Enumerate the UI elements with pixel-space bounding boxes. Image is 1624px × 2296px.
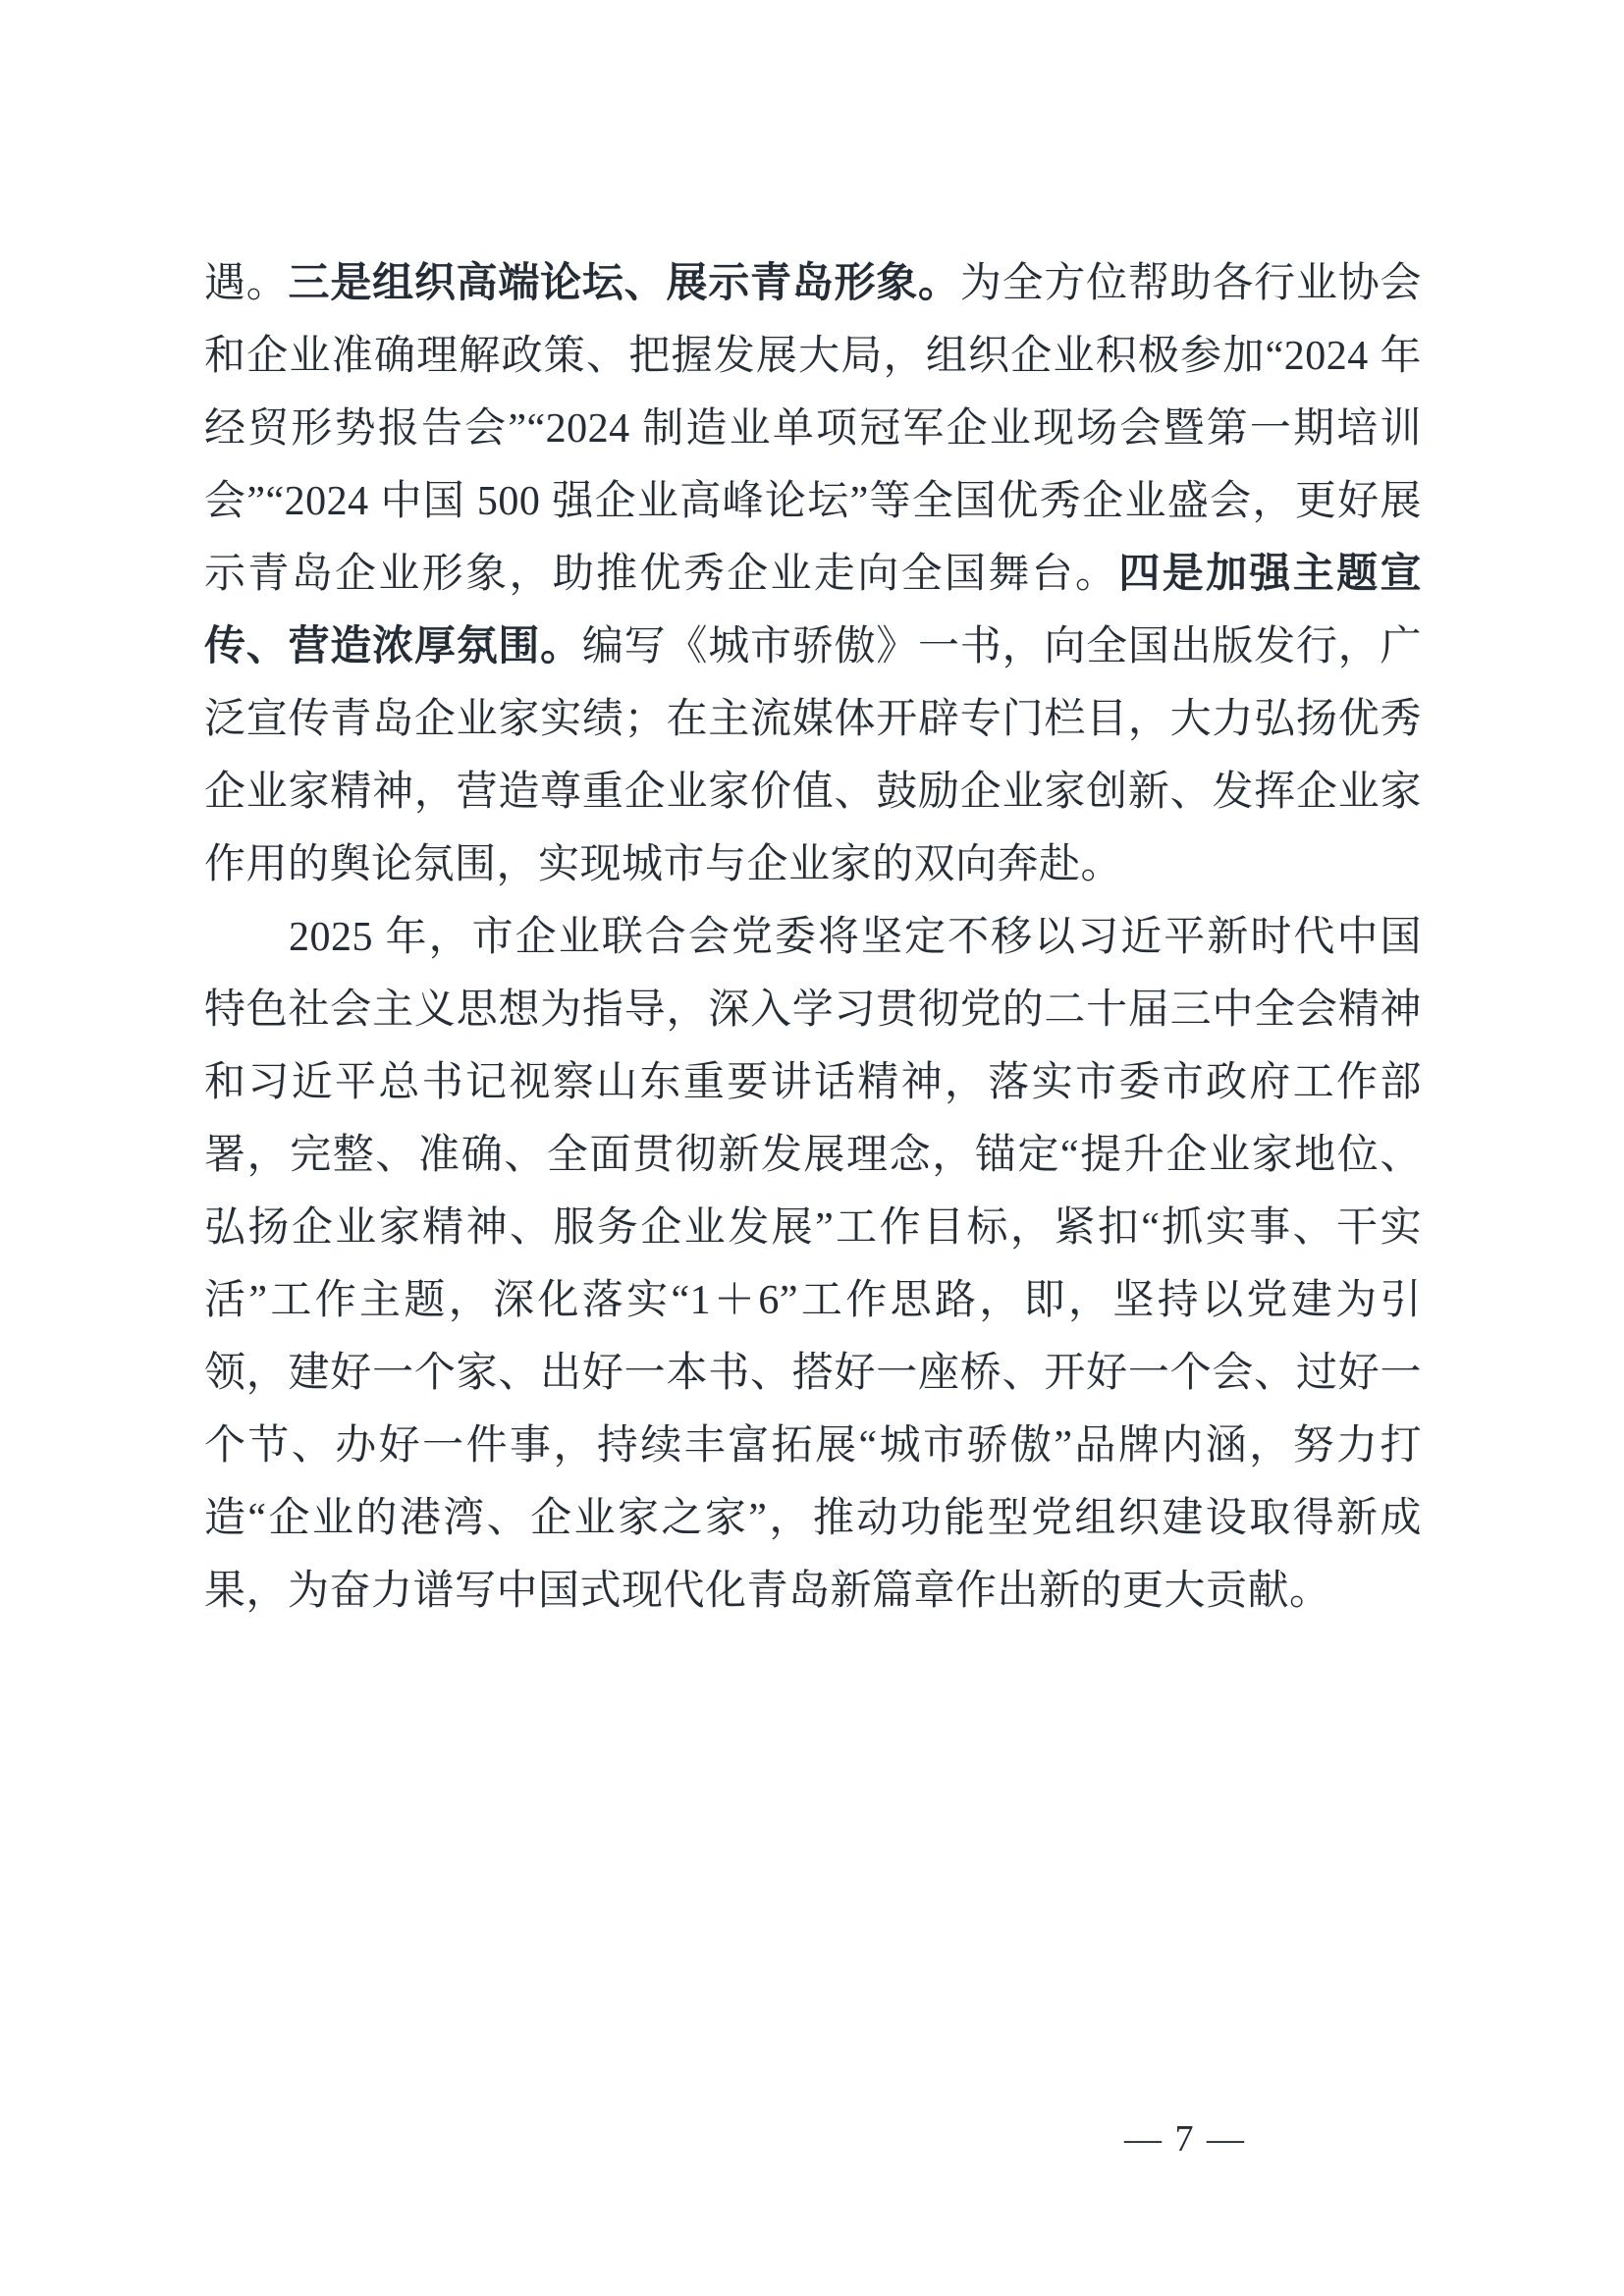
text-run: 编写《城市骄傲》一书，向全国出版发行，广泛宣传青岛企业家实绩；在主流媒体开辟专门栏目，大力弘扬优秀企业家精神，营造尊重企业家价值、鼓励企业家创新、发挥企业家作用的舆论氛围，实现城市与企业家的双向奔赴。 [204,624,1422,887]
page-footer [0,2117,1624,2161]
page-body [204,247,1422,1628]
paragraph-2 [204,901,1422,1628]
text-run: 为全方位帮助各行业协会和企业准确理解政策、把握发展大局，组织企业积极参加“2024 年经贸形势报告会”“2024 制造业单项冠军企业现场会暨第一期培训会”“2024 中国 500 强企业高峰论坛”等全国优秀企业盛会，更好展示青岛企业形象，助推优秀企业走向全国舞台。 [204,261,1422,597]
page-number: — 7 — [1124,2118,1246,2160]
text-run: 遇。 [204,261,289,306]
paragraph-1 [204,247,1422,901]
emphasis-run: 三是组织高端论坛、展示青岛形象。 [288,261,960,306]
emphasis-run: 四是加强主题宣传、营造浓厚氛围。 [204,552,1422,669]
text-run: 2025 年，市企业联合会党委将坚定不移以习近平新时代中国特色社会主义思想为指导，深入学习贯彻党的二十届三中全会精神和习近平总书记视察山东重要讲话精神，落实市委市政府工作部署，完整、准确、全面贯彻新发展理念，锚定“提升企业家地位、弘扬企业家精神、服务企业发展”工作目标，紧扣“抓实事、干实活”工作主题，深化落实“1＋6”工作思路，即，坚持以党建为引领，建好一个家、出好一本书、搭好一座桥、开好一个会、过好一个节、办好一件事，持续丰富拓展“城市骄傲”品牌内涵，努力打造“企业的港湾、企业家之家”，推动功能型党组织建设取得新成果，为奋力谱写中国式现代化青岛新篇章作出新的更大贡献。 [204,915,1422,1614]
